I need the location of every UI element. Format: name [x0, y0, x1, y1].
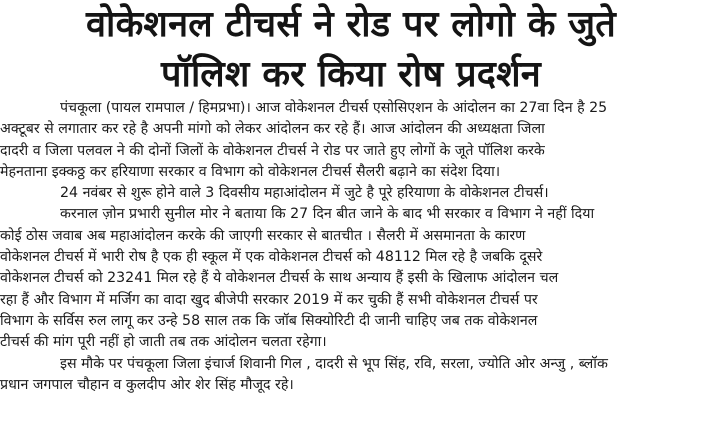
text-line: 24 नवंबर से शुरू होने वाले 3 दिवसीय महाआंदोलन में जुटे है पूरे हरियाणा के वोकेशनल टीचर्स।: [60, 185, 549, 202]
text-line: प्रधान जगपाल चौहान व कुलदीप ओर शेर सिंह मौजूद रहे।: [0, 376, 294, 393]
text-line: टीचर्स की मांग पूरी नहीं हो जाती तब तक आंदोलन चलता रहेगा।: [0, 334, 327, 351]
text-line: कोई ठोस जवाब अब महाआंदोलन करके की जाएगी सरकार से बातचीत । सैलरी में असमानता के कारण: [0, 227, 526, 244]
paragraph-attendees: [0, 354, 695, 397]
text-line: अक्टूबर से लगातार कर रहे है अपनी मांगो को लेकर आंदोलन कर रहे हैं। आज आंदोलन की अध्यक्षता जिला: [0, 121, 545, 138]
headline: [0, 0, 702, 100]
paragraph-statement: [0, 204, 695, 353]
article-body: [0, 98, 695, 396]
text-line: विभाग के सर्विस रुल लागू कर उन्हे 58 साल तक कि जॉब सिक्योरिटी दी जानी चाहिए जब तक वोकेशनल: [0, 312, 538, 329]
text-line: इस मौके पर पंचकूला जिला इंचार्ज शिवानी गिल , दादरी से भूप सिंह, रवि, सरला, ज्योति ओर अन्जु , ब्लॉक: [60, 355, 608, 372]
text-line: रहा हैं और विभाग में मर्जिग का वादा खुद बीजेपी सरकार 2019 में कर चुकी हैं सभी वोकेशनल टीचर्स पर: [0, 291, 538, 308]
text-line: मेहनताना इक्कठ्ठ कर हरियाणा सरकार व विभाग को वोकेशनल टीचर्स सैलरी बढ़ाने का संदेश दिया।: [0, 163, 501, 180]
text-line: करनाल ज़ोन प्रभारी सुनील मोर ने बताया कि 27 दिन बीत जाने के बाद भी सरकार व विभाग ने नहीं दिया: [60, 206, 595, 223]
text-line: दादरी व जिला पलवल ने की दोनों जिलों के वोकेशनल टीचर्स ने रोड पर जाते हुए लोगों के जूते पॉलिश करके: [0, 142, 545, 159]
headline-line-2: पॉलिश कर किया रोष प्रदर्शन: [161, 54, 541, 95]
paragraph-intro: [0, 98, 695, 183]
text-line: वोकेशनल टीचर्स को 23241 मिल रहे हैं ये वोकेशनल टीचर्स के साथ अन्याय हैं इसी के खिलाफ आंदोलन चल: [0, 270, 559, 287]
headline-line-1: वोकेशनल टीचर्स ने रोड पर लोगो के जुते: [86, 4, 616, 45]
text-line: पंचकूला (पायल रामपाल / हिमप्रभा)। आज वोकेशनल टीचर्स एसोसिएशन के आंदोलन का 27वा दिन है 25: [60, 100, 608, 116]
paragraph-announcement: [40, 183, 695, 204]
text-line: वोकेशनल टीचर्स में भारी रोष है एक ही स्कूल में एक वोकेशनल टीचर्स को 48112 मिल रहे है जबकि दूसरे: [0, 249, 543, 266]
